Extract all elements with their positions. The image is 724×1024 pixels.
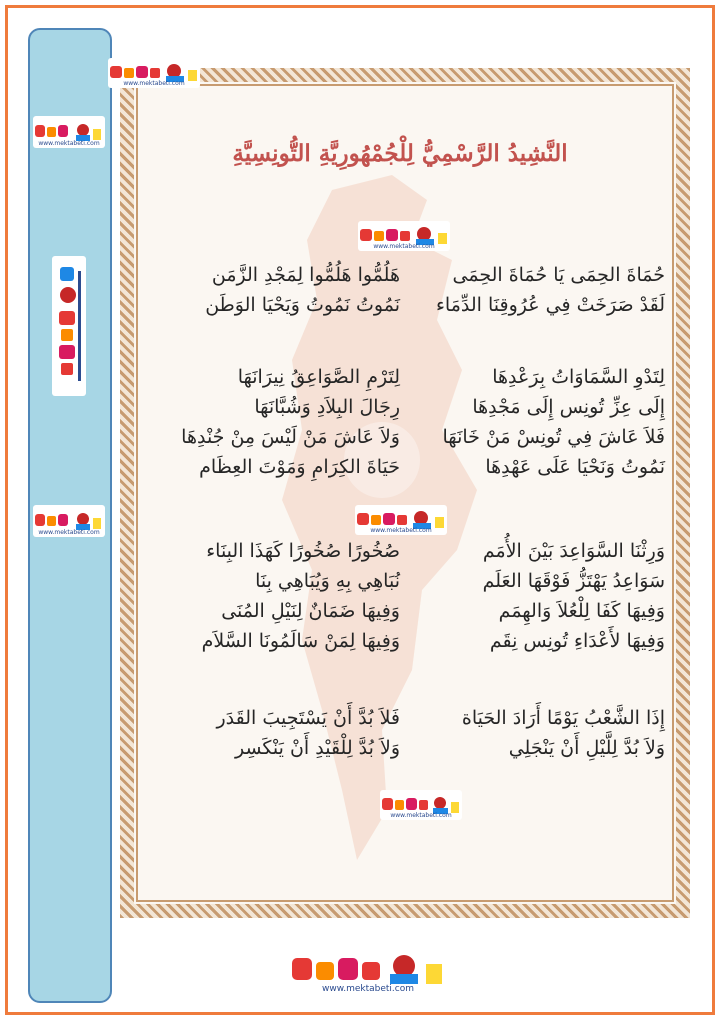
- verse-line: لَقَدْ صَرَخَتْ فِي عُرُوقِنَا الدِّمَاء: [435, 294, 665, 316]
- mektabeti-logo: [380, 790, 462, 820]
- mektabeti-logo: [355, 505, 447, 535]
- anthem-title: النَّشِيدُ الرَّسْمِيُّ لِلْجُمْهُورِيَّةِ التُّونِسِيَّةِ: [232, 140, 568, 167]
- stanza-2-left: [140, 362, 400, 482]
- stanza-3-right: [400, 536, 665, 656]
- verse-line: وَلاَ عَاشَ مَنْ لَيْسَ مِنْ جُنْدِهَا: [181, 426, 400, 448]
- logo-url: www.mektabeti.com: [370, 527, 432, 534]
- logo-url: www.mektabeti.com: [38, 529, 100, 536]
- stanza-4-right: [400, 703, 665, 763]
- logo-url: www.mektabeti.com: [321, 984, 415, 994]
- mektabeti-logo: [33, 116, 105, 148]
- verse-line: إِلَى عِزِّ تُونِس إِلَى مَجْدِهَا: [472, 396, 665, 418]
- mektabeti-logo-vertical: [52, 256, 86, 396]
- stanza-1-left: [140, 260, 400, 320]
- verse-line: هَلُمُّوا هَلُمُّوا لِمَجْدِ الزَّمَن: [211, 264, 400, 286]
- stanza-2-right: [400, 362, 665, 482]
- mektabeti-logo-footer: [288, 945, 448, 995]
- logo-url: www.mektabeti.com: [38, 140, 100, 147]
- verse-line: وَرِثْنَا السَّوَاعِدَ بَيْنَ الأُمَم: [482, 540, 665, 562]
- mektabeti-logo: [33, 505, 105, 537]
- logo-mark-icon: [54, 261, 84, 391]
- verse-line: وَفِيهَا لأَعْدَاءِ تُونِس نِقَم: [489, 630, 665, 652]
- verse-line: فَلاَ عَاشَ فِي تُونِسْ مَنْ خَانَهَا: [442, 426, 665, 448]
- logo-mark-icon: [288, 952, 448, 988]
- verse-line: حَيَاةَ الكِرَامِ وَمَوْتَ العِظَام: [199, 456, 400, 478]
- verse-line: حُمَاةَ الحِمَى يَا حُمَاةَ الحِمَى: [452, 264, 665, 286]
- logo-url: www.mektabeti.com: [390, 812, 452, 819]
- verse-line: نُبَاهِي بِهِ وَيُبَاهِي بِنَا: [255, 570, 400, 592]
- verse-line: صُخُورًا صُخُورًا كَهَذَا البِنَاء: [206, 540, 400, 562]
- verse-line: وَلاَ بُدَّ لِلْقَيْدِ أَنْ يَنْكَسِر: [234, 737, 400, 759]
- verse-line: وَفِيهَا كَفَا لِلْعُلاَ وَالهِمَم: [498, 600, 665, 622]
- verse-line: وَفِيهَا ضَمَانٌ لِنَيْلِ المُنَى: [221, 600, 400, 622]
- verse-line: لِتَرْمِ الصَّوَاعِقُ نِيرَانَهَا: [237, 366, 400, 388]
- stanza-4-left: [140, 703, 400, 763]
- stanza-1-right: [400, 260, 665, 320]
- verse-line: وَفِيهَا لِمَنْ سَالَمُونَا السَّلاَم: [201, 630, 400, 652]
- verse-line: إِذَا الشَّعْبُ يَوْمًا أَرَادَ الحَيَاة: [461, 707, 665, 729]
- logo-url: www.mektabeti.com: [373, 243, 435, 250]
- mektabeti-logo: [358, 221, 450, 251]
- verse-line: سَوَاعِدُ يَهْتَزُّ فَوْقَهَا العَلَم: [482, 570, 665, 592]
- verse-line: لِتَدْوِ السَّمَاوَاتُ بِرَعْدِهَا: [492, 366, 665, 388]
- verse-line: وَلاَ بُدَّ لِلَّيْلِ أَنْ يَنْجَلِي: [508, 737, 665, 759]
- verse-line: نَمُوتُ نَمُوتُ وَيَحْيَا الوَطَن: [205, 294, 400, 316]
- verse-line: نَمُوتُ وَنَحْيَا عَلَى عَهْدِهَا: [485, 456, 665, 478]
- verse-line: رِجَالَ البِلاَدِ وَشُبَّانَهَا: [254, 396, 400, 418]
- logo-url: www.mektabeti.com: [123, 80, 185, 87]
- verse-line: فَلاَ بُدَّ أَنْ يَسْتَجِيبَ القَدَر: [216, 707, 400, 729]
- stanza-3-left: [140, 536, 400, 656]
- mektabeti-logo: [108, 58, 200, 88]
